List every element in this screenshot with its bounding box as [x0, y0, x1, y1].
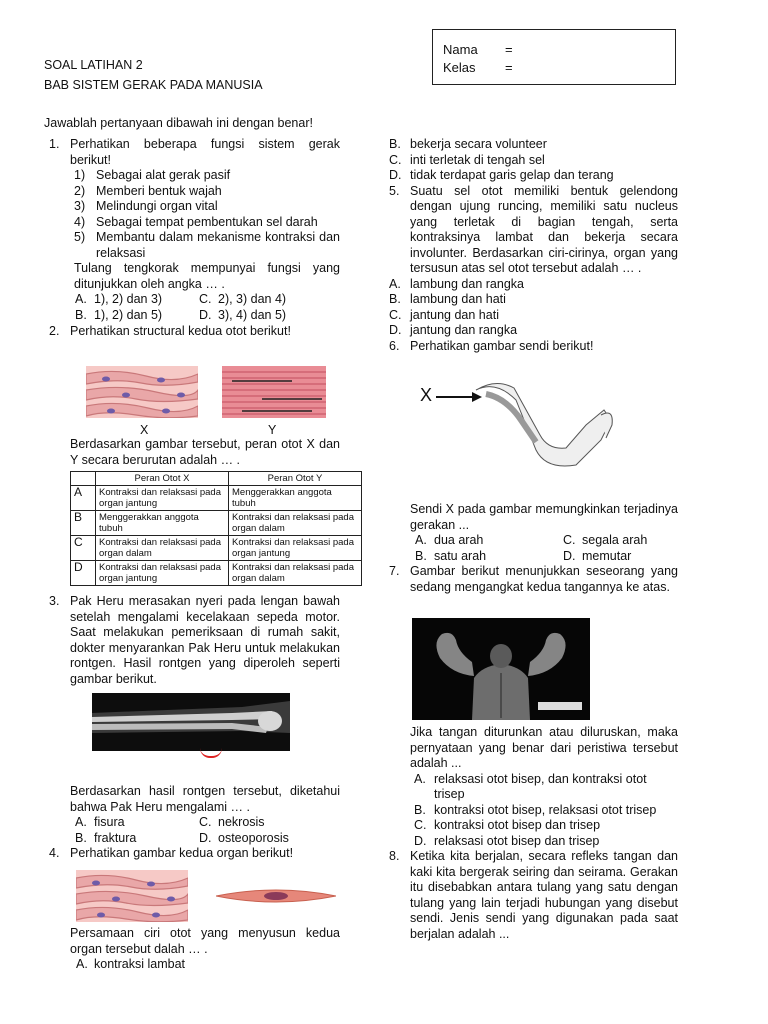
q4-option-b[interactable]: B. bekerja secara volunteer	[389, 137, 547, 151]
q1-item: Memberi bentuk wajah	[96, 183, 222, 198]
q6-option-a[interactable]: A. dua arah	[415, 533, 484, 547]
q7-option-c[interactable]: C. kontraksi otot bisep dan trisep	[414, 818, 601, 832]
exercise-title: SOAL LATIHAN 2	[44, 58, 143, 72]
table-row[interactable]: D Kontraksi dan relaksasi pada organ jantung Kontraksi dan relaksasi pada organ dalam	[71, 561, 362, 586]
q1-item: Melindungi organ vital	[96, 199, 218, 213]
q2-question: Berdasarkan gambar tersebut, peran otot X dan Y secara berurutan adalah … .	[70, 437, 340, 467]
question-1: 1. Perhatikan beberapa fungsi sistem gerak berikut!	[49, 137, 340, 167]
right-column	[384, 137, 678, 354]
class-label: Kelas	[443, 60, 476, 75]
role-table	[70, 471, 362, 586]
q1-option-c[interactable]: C. 2), 3) dan 4)	[199, 292, 287, 306]
q3-option-d[interactable]: D. osteoporosis	[199, 830, 289, 845]
cardiac-muscle-illustration	[86, 366, 198, 418]
q3-option-a[interactable]: A. fisura	[75, 815, 125, 829]
arm-muscle-illustration	[436, 380, 616, 480]
question-7: 7. Gambar berikut menunjukkan seseorang yang sedang mengangkat kedua tangannya ke atas.	[389, 564, 678, 594]
q7-option-b[interactable]: B. kontraksi otot bisep, relaksasi otot trisep	[414, 802, 657, 817]
table-row[interactable]: B Menggerakkan anggota tubuh Kontraksi dan relaksasi pada organ dalam	[71, 511, 362, 536]
cardiac-muscle-illustration	[76, 870, 188, 922]
xray-image	[92, 693, 290, 751]
q3-option-c[interactable]: C. nekrosis	[199, 815, 265, 829]
name-label: Nama	[443, 42, 478, 57]
q1-item: Membantu dalam mekanisme kontraksi dan relaksasi	[96, 230, 340, 260]
q1-stem: Perhatikan beberapa fungsi sistem gerak berikut!	[70, 137, 340, 167]
q5-option-d[interactable]: D. jantung dan rangka	[389, 323, 518, 337]
q6-question: Sendi X pada gambar memungkinkan terjadinya gerakan ...	[410, 502, 678, 532]
q1-item: Sebagai alat gerak pasif	[96, 168, 231, 182]
class-eq: =	[505, 60, 513, 75]
smooth-muscle-cell-illustration	[216, 884, 336, 908]
q1-question: Tulang tengkorak mempunyai fungsi yang ditunjukkan oleh angka … .	[74, 261, 340, 291]
instruction: Jawablah pertanyaan dibawah ini dengan benar!	[44, 116, 313, 130]
identity-box	[432, 29, 676, 85]
question-5: 5. Suatu sel otot memiliki bentuk gelendong dengan ujung runcing, memiliki satu nucleus yang terletak di bagian tengah, serta kontraksinya lambat dan bekerja secara involunter. Berdasarkan ciri-cirinya, organ yang tersusun atas sel otot tersebut adalah … .	[389, 183, 678, 275]
xray-illustration	[92, 693, 290, 751]
label-y: Y	[268, 423, 277, 437]
document-header	[44, 55, 263, 95]
q7-question: Jika tangan diturunkan atau diluruskan, maka pernyataan yang benar dari peristiwa tersebut adalah ...	[410, 725, 678, 770]
class-row	[443, 60, 513, 76]
q1-option-d[interactable]: D. 3), 4) dan 5)	[199, 307, 287, 322]
joint-label-x: X	[420, 385, 433, 405]
q5-option-b[interactable]: B. lambung dan hati	[389, 292, 506, 306]
q3-option-b[interactable]: B. fraktura	[75, 830, 137, 845]
flexing-man-image	[412, 618, 590, 720]
cardiac-muscle-image-2	[76, 870, 188, 922]
q1-option-a[interactable]: A. 1), 2) dan 3)	[75, 292, 163, 306]
q4-option-d[interactable]: D. tidak terdapat garis gelap dan terang	[389, 168, 614, 182]
q6-option-b[interactable]: B. satu arah	[415, 548, 487, 563]
q1-option-b[interactable]: B. 1), 2) dan 5)	[75, 307, 163, 322]
q7-option-a[interactable]: A. relaksasi otot bisep, dan kontraksi otot trisep	[414, 771, 647, 801]
left-column: 1. Perhatikan beberapa fungsi sistem gerak berikut! 1) Sebagai alat gerak pasif 2) Memberi bentuk wajah 3) Melindungi organ vital 4) Sebagai tempat pembentukan sel darah 5) Membantu dalam mekanisme kontraksi dan relaksasi Tulang tengkorak mempunyai fungsi yang ditunjukkan oleh angka … . A. 1), 2) dan 3) C. 2), 3) dan 4) B. 1), 2) dan 5) D. 3), 4) dan 5) 2. Perhatikan structural kedua otot berikut!	[44, 137, 340, 340]
q5-option-a[interactable]: A. lambung dan rangka	[389, 276, 524, 291]
question-6: 6. Perhatikan gambar sendi berikut!	[389, 338, 594, 353]
chapter-title: BAB SISTEM GERAK PADA MANUSIA	[44, 78, 263, 92]
q1-item: Sebagai tempat pembentukan sel darah	[96, 214, 318, 229]
question-8: 8. Ketika kita berjalan, secara refleks tangan dan kaki kita bergerak seiring dan seirama. Gerakan itu disebabkan antara tulang yang satu dengan tulang yang lain terjadi hubungan yang disebut sendi. Jenis sendi yang digunakan pada saat berjalan adalah ...	[389, 849, 678, 941]
label-x: X	[140, 423, 149, 437]
table-row[interactable]: C Kontraksi dan relaksasi pada organ dalam Kontraksi dan relaksasi pada organ jantung	[71, 536, 362, 561]
cardiac-muscle-image	[86, 366, 198, 418]
q6-option-d[interactable]: D. memutar	[563, 548, 632, 563]
th-role-y: Peran Otot Y	[229, 472, 362, 486]
q4-question: Persamaan ciri otot yang menyusun kedua organ tersebut dalah … .	[70, 926, 340, 956]
table-row[interactable]: A Kontraksi dan relaksasi pada organ jantung Menggerakkan anggota tubuh	[71, 486, 362, 511]
q7-option-d[interactable]: D. relaksasi otot bisep dan trisep	[414, 833, 600, 848]
skeletal-muscle-image	[222, 366, 326, 418]
skeletal-muscle-illustration	[222, 366, 326, 418]
question-4: 4. Perhatikan gambar kedua organ berikut!	[49, 846, 294, 860]
q4-option-c[interactable]: C. inti terletak di tengah sel	[389, 152, 545, 167]
question-3: 3. Pak Heru merasakan nyeri pada lengan bawah setelah mengalami kecelakaan sepeda motor. Saat melakukan pemeriksaan di rumah sakit, dokter menyarankan Pak Heru untuk melakukan rontgen. Hasil rontgen yang diperoleh seperti gambar berikut.	[49, 594, 340, 686]
fracture-marker	[200, 748, 222, 758]
name-row	[443, 42, 513, 58]
name-eq: =	[505, 42, 513, 57]
arm-joint-image	[436, 380, 616, 480]
q6-option-c[interactable]: C. segala arah	[563, 533, 648, 547]
smooth-muscle-image	[216, 884, 336, 908]
th-role-x: Peran Otot X	[96, 472, 229, 486]
question-2: 2. Perhatikan structural kedua otot berikut!	[49, 324, 291, 338]
flexing-back-illustration	[412, 618, 590, 720]
q4-option-a[interactable]: A. kontraksi lambat	[76, 957, 186, 971]
q3-question: Berdasarkan hasil rontgen tersebut, diketahui bahwa Pak Heru mengalami … .	[70, 784, 340, 814]
q5-option-c[interactable]: C. jantung dan hati	[389, 307, 499, 322]
